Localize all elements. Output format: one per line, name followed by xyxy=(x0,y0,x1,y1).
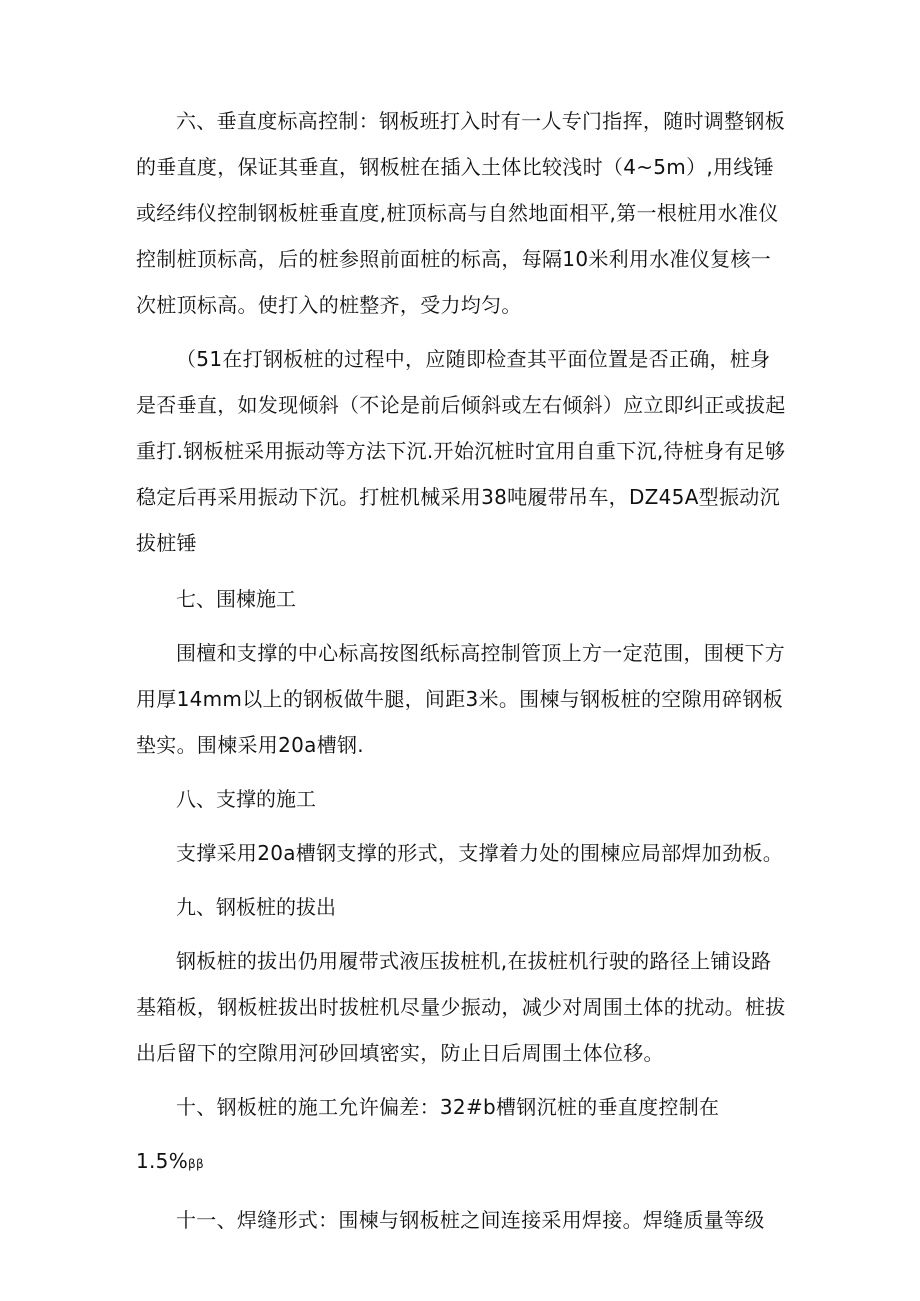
paragraph-sheet-pile-extraction: 钢板桩的拔出仍用履带式液压拔桩机,在拔桩机行驶的路径上铺设路基箱板，钢板桩拔出时拔桩机尽量少振动，减少对周围土体的扰动。桩拔出后留下的空隙用河砂回填密实，防止日后周围土体位移。 xyxy=(136,949,786,1065)
heading-support-construction: 八、支撑的施工 xyxy=(176,787,316,811)
paragraph-tolerance-value xyxy=(136,1138,786,1187)
paragraph-pile-driving-inspection: （51在打钢板桩的过程中，应随即检查其平面位置是否正确，桩身是否垂直，如发现倾斜（不论是前后倾斜或左右倾斜）应立即纠正或拔起重打.钢板桩采用振动等方法下沉.开始沉桩时宜用自重下沉,待桩身有足够稳定后再采用振动下沉。打桩机械采用38吨履带吊车，DZ45A型振动沉拔桩锤 xyxy=(136,347,786,555)
heading-waling-construction: 七、围楝施工 xyxy=(176,587,296,611)
paragraph-support-construction: 支撑采用20a槽钢支撑的形式，支撑着力处的围楝应局部焊加劲板。 xyxy=(176,841,784,865)
heading-sheet-pile-extraction: 九、钢板桩的拔出 xyxy=(176,895,336,919)
document-body xyxy=(136,98,786,1243)
tolerance-value: 1.5% xyxy=(136,1149,189,1173)
tolerance-value-suffix: ββ xyxy=(188,1157,204,1171)
paragraph-verticality-elevation-control: 六、垂直度标高控制：钢板班打入时有一人专门指挥，随时调整钢板的垂直度，保证其垂直，钢板桩在插入土体比较浅时（4~5m）,用线锤或经纬仪控制钢板桩垂直度,桩顶标高与自然地面相平,第一根桩用水准仪控制桩顶标高，后的桩参照前面桩的标高，每隔10米利用水准仪复核一次桩顶标高。使打入的桩整齐，受力均匀。 xyxy=(136,109,785,317)
paragraph-waling-construction: 围檀和支撑的中心标高按图纸标高控制管顶上方一定范围，围梗下方用厚14mm以上的钢板做牛腿，间距3米。围楝与钢板桩的空隙用碎钢板垫实。围楝采用20a槽钢. xyxy=(136,641,785,757)
paragraph-weld-form: 十一、焊缝形式：围楝与钢板桩之间连接采用焊接。焊缝质量等级 xyxy=(176,1208,765,1232)
paragraph-tolerance: 十、钢板桩的施工允许偏差：32#b槽钢沉桩的垂直度控制在 xyxy=(176,1095,720,1119)
